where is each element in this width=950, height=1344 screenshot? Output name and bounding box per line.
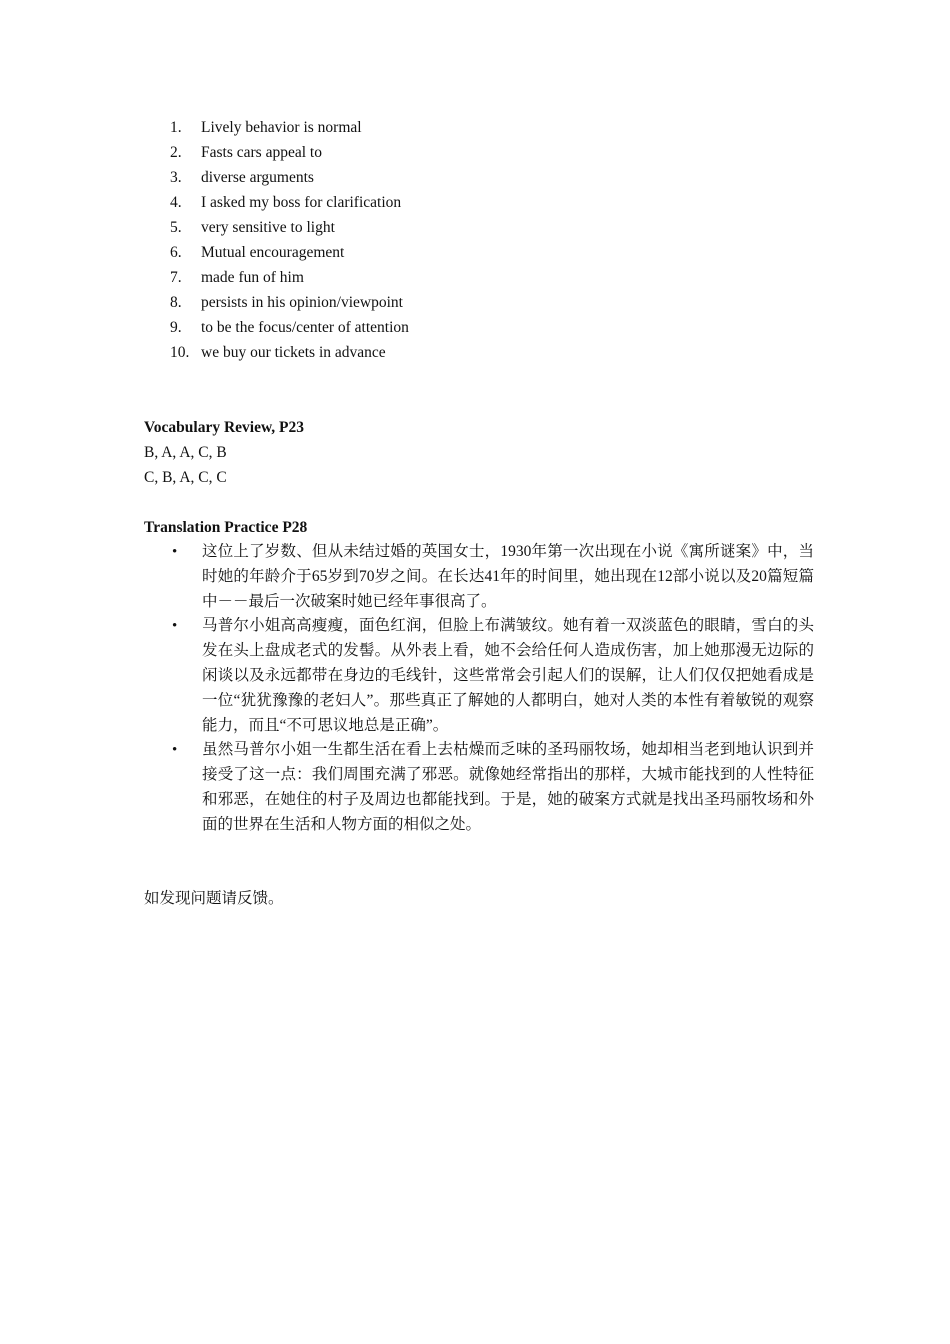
- bullet-icon: •: [172, 544, 178, 560]
- translation-list: [144, 540, 814, 838]
- item-text: I asked my boss for clarification: [201, 194, 402, 211]
- item-text: diverse arguments: [201, 169, 314, 186]
- item-text: Mutual encouragement: [201, 244, 345, 261]
- list-item: [170, 240, 409, 265]
- list-item: [170, 190, 409, 215]
- item-number: 3.: [170, 169, 182, 186]
- item-number: 9.: [170, 319, 182, 336]
- translation-paragraph: [144, 540, 814, 614]
- paragraph-text: 这位上了岁数、但从未结过婚的英国女士，1930年第一次出现在小说《寓所谜案》中，当时她的年龄介于65岁到70岁之间。在长达41年的时间里，她出现在12部小说以及20篇短篇中－－最后一次破案时她已经年事很高了。: [202, 543, 814, 610]
- item-number: 7.: [170, 269, 182, 286]
- translation-paragraph: [144, 738, 814, 837]
- item-number: 4.: [170, 194, 182, 211]
- list-item: [170, 165, 409, 190]
- list-item: [170, 215, 409, 240]
- item-text: Fasts cars appeal to: [201, 144, 322, 161]
- list-item: [170, 140, 409, 165]
- item-text: very sensitive to light: [201, 219, 335, 236]
- item-number: 2.: [170, 144, 182, 161]
- item-text: made fun of him: [201, 269, 304, 286]
- item-number: 6.: [170, 244, 182, 261]
- translation-paragraph: [144, 614, 814, 738]
- item-text: we buy our tickets in advance: [201, 344, 386, 361]
- vocab-answers-line-2: C, B, A, C, C: [144, 469, 227, 486]
- list-item: [170, 115, 409, 140]
- paragraph-text: 马普尔小姐高高瘦瘦，面色红润，但脸上布满皱纹。她有着一双淡蓝色的眼睛，雪白的头发在头上盘成老式的发髻。从外表上看，她不会给任何人造成伤害，加上她那漫无边际的闲谈以及永远都带在身边的毛线针，这些常常会引起人们的误解，让人们仅仅把她看成是一位“犹犹豫豫的老妇人”。那些真正了解她的人都明白，她对人类的本性有着敏锐的观察能力，而且“不可思议地总是正确”。: [202, 617, 814, 734]
- bullet-icon: •: [172, 618, 178, 635]
- vocab-heading: Vocabulary Review, P23: [144, 419, 305, 436]
- item-text: Lively behavior is normal: [201, 119, 362, 136]
- feedback-note: 如发现问题请反馈。: [144, 890, 284, 907]
- item-text: to be the focus/center of attention: [201, 319, 409, 336]
- item-number: 8.: [170, 294, 182, 311]
- vocab-section: [144, 415, 824, 490]
- translation-heading: Translation Practice P28: [144, 519, 308, 536]
- translation-heading-block: [144, 515, 824, 540]
- item-number: 1.: [170, 119, 182, 136]
- item-text: persists in his opinion/viewpoint: [201, 294, 403, 311]
- vocab-answers-line-1: B, A, A, C, B: [144, 444, 227, 461]
- list-item: [170, 265, 409, 290]
- list-item: [170, 290, 409, 315]
- paragraph-text: 虽然马普尔小姐一生都生活在看上去枯燥而乏味的圣玛丽牧场，她却相当老到地认识到并接受了这一点：我们周围充满了邪恶。就像她经常指出的那样，大城市能找到的人性特征和邪恶，在她住的村子及周边也都能找到。于是，她的破案方式就是找出圣玛丽牧场和外面的世界在生活和人物方面的相似之处。: [202, 741, 814, 833]
- list-item: [170, 340, 409, 365]
- item-number: 5.: [170, 219, 182, 236]
- bullet-icon: •: [172, 742, 178, 759]
- list-item: [170, 315, 409, 340]
- item-number: 10.: [170, 344, 190, 361]
- answer-list: [170, 115, 409, 365]
